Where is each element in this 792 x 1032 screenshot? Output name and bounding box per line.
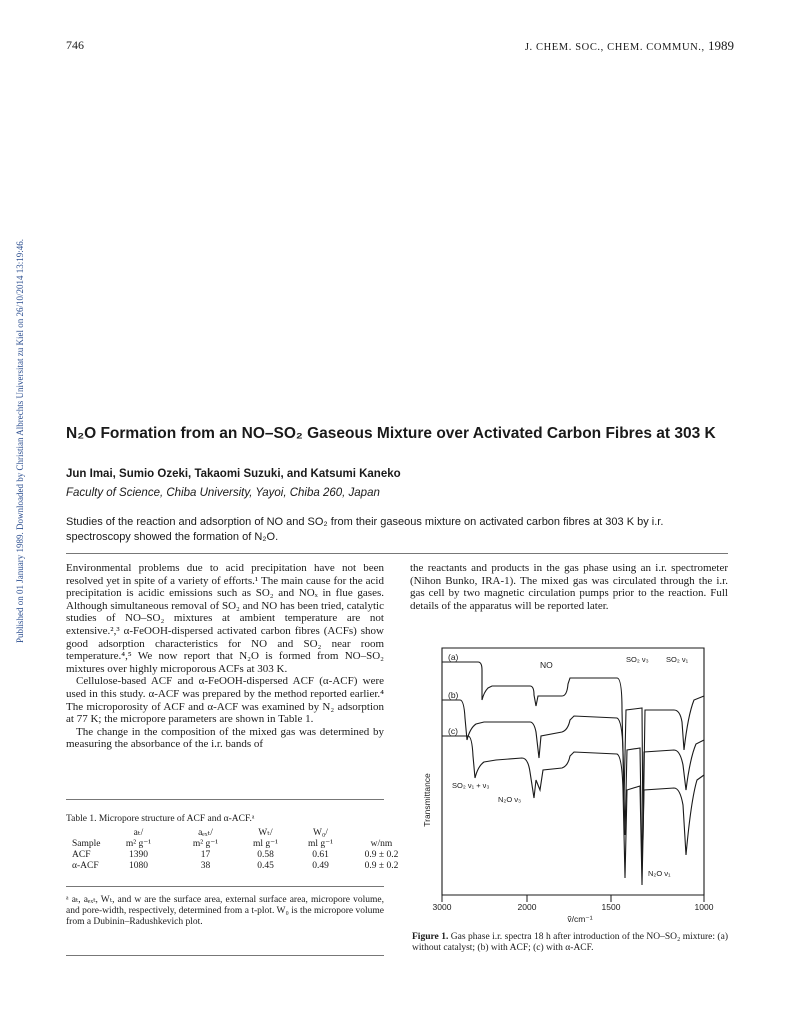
abstract: Studies of the reaction and adsorption of NO and SO₂ from their gaseous mixture on activated carbon fibres at 303 K by i.r. spectroscopy showed the formation of N₂O.: [66, 516, 664, 543]
band-label-so2-v3: SO₂ ν₃: [626, 655, 649, 664]
trace-c: [442, 736, 704, 885]
x-tick-label: 3000: [432, 902, 452, 912]
table-footnote: ᵃ aₜ, aₑₓₜ, Wₜ, and w are the surface area, external surface area, micropore volume, and pore-width, respectively, determined from a t-plot. W₀ is the micropore volume from a Dubinin–Radushkevich plot.: [66, 895, 384, 927]
page-number: 746: [66, 38, 84, 52]
table-caption: Table 1. Micropore structure of ACF and α-ACF.ᵃ: [66, 814, 255, 824]
band-label-n2o-v1: N₂O ν₁: [648, 869, 671, 878]
table-row: [66, 850, 415, 861]
header-cell: aₑₓₜ/: [198, 828, 213, 838]
table-cell: 1390: [129, 850, 148, 860]
table-cell: 0.45: [257, 861, 274, 871]
table-cell: α-ACF: [72, 861, 99, 871]
x-tick-label: 2000: [517, 902, 537, 912]
band-label-n2o-v3: N₂O ν₃: [498, 795, 522, 804]
right-column: [410, 562, 728, 612]
table-header-row: [66, 839, 415, 850]
spectrum-traces: [442, 662, 704, 885]
band-label-so2-v1: SO₂ ν₁: [666, 655, 689, 664]
micropore-table: [66, 828, 415, 872]
y-axis-label: Transmittance: [422, 773, 432, 827]
header-cell: Wₜ/: [258, 828, 273, 838]
table-cell: 0.9 ± 0.2: [364, 850, 399, 860]
journal-year: 1989: [708, 38, 734, 53]
frame-outline: [442, 648, 704, 895]
table-bottom-rule: [66, 955, 384, 956]
plot-frame: [442, 648, 704, 895]
band-label-no: NO: [540, 660, 553, 670]
table-mid-rule: [66, 886, 384, 887]
table-cell: 1080: [129, 861, 148, 871]
figure-caption: [412, 932, 728, 954]
journal-header: [525, 38, 734, 54]
band-label-so2-sum: SO₂ ν₁ + ν₃: [452, 781, 490, 790]
axis-ticks: [442, 895, 704, 902]
trace-label-c: (c): [448, 726, 458, 736]
table-cell: 0.58: [257, 850, 274, 860]
header-cell: aₜ/: [133, 828, 144, 838]
header-cell: [66, 828, 105, 839]
x-tick-label: 1000: [694, 902, 714, 912]
table-header-row: [66, 828, 415, 839]
table-top-rule: [66, 799, 384, 800]
abstract-divider: [66, 553, 728, 554]
paragraph-materials: Cellulose-based ACF and α-FeOOH-dispersed ACF (α-ACF) were used in this study. α-ACF was prepared by the method reported earlier.⁴ The microporosity of ACF and α-ACF was examined by N₂ adsorption at 77 K; the micropore parameters are shown in Table 1.: [66, 675, 384, 726]
article-title: N₂O Formation from an NO–SO₂ Gaseous Mixture over Activated Carbon Fibres at 303 K: [66, 425, 716, 442]
affiliation: Faculty of Science, Chiba University, Yayoi, Chiba 260, Japan: [66, 487, 380, 499]
author-list: Jun Imai, Sumio Ozeki, Takaomi Suzuki, and Katsumi Kaneko: [66, 468, 401, 480]
x-tick-label: 1500: [601, 902, 621, 912]
header-cell: ml g⁻¹: [252, 839, 279, 849]
ir-spectra-figure: [412, 640, 732, 925]
header-cell: m² g⁻¹: [125, 839, 152, 849]
figure-caption-text: Gas phase i.r. spectra 18 h after introduction of the NO–SO₂ mixture: (a) without catalyst; (b) with ACF; (c) with α-ACF.: [412, 932, 728, 953]
table-cell: 0.9 ± 0.2: [364, 861, 399, 871]
x-tick-marks: [442, 895, 704, 902]
journal-name: J. CHEM. SOC., CHEM. COMMUN.,: [524, 42, 705, 53]
header-cell: W₀/: [313, 828, 328, 838]
table-row: [66, 861, 415, 872]
paragraph-method: The change in the composition of the mixed gas was determined by measuring the absorbance of the i.r. bands of: [66, 725, 384, 751]
paragraph-intro: Environmental problems due to acid precipitation have not been resolved yet in spite of a variety of efforts.¹ The main cause for the acid precipitation is acidic emissions such as SO₂ and NOₓ in flue gases. Although simultaneous removal of SO₂ and NO has been tried, catalytic studies of NO–SO₂ mixtures at ambient temperature are not extensive.²,³ α-FeOOH-dispersed activated carbon fibres (ACFs) show good adsorption characteristics for NO and SO₂ near room temperature.⁴,⁵ We now report that N₂O is formed from NO–SO₂ mixtures over highly microporous ACFs at 303 K.: [66, 562, 384, 675]
header-cell: w/nm: [370, 839, 393, 849]
left-column: [66, 562, 384, 751]
trace-label-b: (b): [448, 690, 459, 700]
table-cell: 0.49: [312, 861, 329, 871]
header-cell: ml g⁻¹: [307, 839, 334, 849]
x-axis-label: ṽ/cm⁻¹: [567, 914, 593, 924]
trace-label-a: (a): [448, 652, 459, 662]
header-cell: Sample: [72, 839, 101, 849]
header-cell: m² g⁻¹: [192, 839, 219, 849]
figure-caption-label: Figure 1.: [412, 932, 449, 942]
table-cell: 17: [200, 850, 211, 860]
paragraph-apparatus: the reactants and products in the gas phase using an i.r. spectrometer (Nihon Bunko, IRA-1). The mixed gas was circulated through the i.r. gas cell by two magnetic circulation pumps prior to the reaction. Full details of the apparatus will be reported later.: [410, 562, 728, 612]
table-cell: 0.61: [312, 850, 329, 860]
table-cell: ACF: [72, 850, 91, 860]
download-notice: Published on 01 January 1989. Downloaded by Christian Albrechts Universitat zu Kiel on 26/10/2014 13:19:46.: [15, 239, 25, 643]
header-cell: [349, 828, 415, 839]
table-cell: 38: [200, 861, 211, 871]
